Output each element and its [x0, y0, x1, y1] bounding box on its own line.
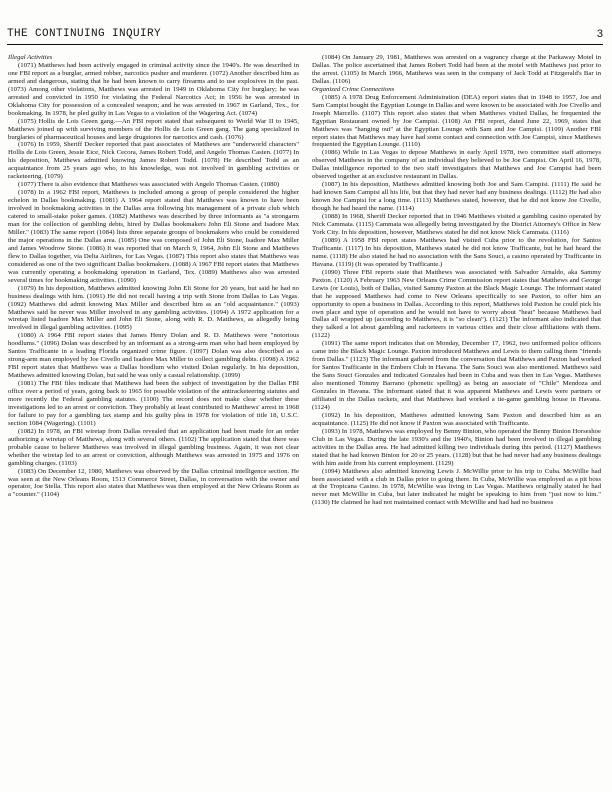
paragraph: (1092) In his deposition, Matthews admitted knowing Sam Paxton and described him as an acquaintance. (1125) He did not know if Paxton was associated with Trafficante.: [312, 411, 601, 427]
page-header: [7, 28, 603, 44]
paragraph: (1094) Matthews also admitted knowing Lewis J. McWillie prior to his trip to Cuba. McWillie had been associated with a club in Dallas prior to going there. In Cuba, McWillie was employed as a pit boss at the Tropicana Casino. In 1978, McWillie was living in Las Vegas. Matthews originally stated he had never met McWillie in Cuba, but later indicated he might be speaking to him from "just now to him." (1130) He claimed he had not maintained contact with McWillie and had had no business: [312, 467, 601, 507]
paragraph: (1077) There is also evidence that Matthews was associated with Angelo Thomas Casten. (1080): [18, 181, 280, 189]
paragraph: (1078) In a 1962 FBI report, Matthews is included among a group of people considered the higher echelon in Dallas bookmaking. (1081) A 1964 report stated that Matthews was known to have been involved in bookmaking activities in the Dallas area following his management of a private club which catered to small-stake poker games. (1082) Matthews was described by three informants as "a strongarm man for the collection of gambling debts, hired by Dallas bookmakers John Eli Stone and Isadore Max Miller." (1083) The same report (1084) lists three separate groups of bookmakers who could be considered the major operations in the Dallas area. (1085) One was composed of John Eli Stone, Isadore Max Miller and James Woodrow Stone. (1086) It was reported that on March 9, 1964, John Eli Stone and Matthews flew to Dallas together, via Delta Airlines, for Las Vegas. (1087) This report also states that Matthews was considered as one of the two significant Dallas bookmakers. (1088) A 1967 FBI report states that Matthews was currently operating a bookmaking operation in Garland, Tex. (1089) Matthews also was arrested several times for bookmaking activities. (1090): [8, 189, 299, 284]
paragraph: (1091) The same report indicates that on Monday, December 17, 1962, two uniformed police officers came into the Black Magic Lounge. Paxton introduced Matthews and Lewis to them calling them "friends from Dallas." (1123) The informant gathered from the conversation that Matthews and Paxton had worked for Santos Trafficante in the Embers Club in Havana. The Sans Souci was also mentioned. Matthews said the Sans Souci Gonzales and indicated Gonzales had been in Cuba and was then in Las Vegas. Matthews also mentioned Tommy Barrano (phonetic spelling) as being an associate of "Chile" Mendoza and Gonzales in Havana. The informant stated that it was apparent Matthews and Lewis were partners or affiliated in the Dallas rackets, and that Matthews had worked a tie-game gambling house in Havana. (1124): [312, 340, 601, 411]
running-title: THE CONTINUING INQUIRY: [7, 28, 162, 40]
paragraph: (1075) Hollis de Lois Green gang.—An FBI report stated that subsequent to World War II to 1945, Matthews joined up with surviving members of the Hollis de Lois Green gang. The gang specialized in burglaries of pharmaceutical houses and large drugstores for narcotics and cash. (1076): [8, 117, 299, 141]
paragraph: (1083) On December 12, 1980, Matthews was observed by the Dallas criminal intelligence section. He was seen at the New Orleans Room, 1513 Commerce Street, Dallas, in conversation with the owner and operator, Joe Stella. This report also states that Matthews was then employed at the New Orleans Room as a "counter." (1104): [8, 467, 299, 499]
section-heading-organized-crime: Organized Crime Connections: [312, 85, 395, 93]
page-number: 3: [596, 28, 603, 40]
paragraph: (1087) In his deposition, Matthews admitted knowing both Joe and Sam Campisi. (1111) He said he had known Sam Campisi all his life, but that they had never had any business dealings. (1112) He had also known Joe Campisi for a long time. (1113) Matthews stated, however, that he did not know Joe Civello, though he had heard the name. (1114): [312, 181, 601, 213]
paragraph: (1085) A 1978 Drug Enforcement Administration (DEA) report states that in 1948 to 1957, Joe and Sam Campisi bought the Egyptian Lounge in Dallas and were known to be associated with Joe Civello and Joseph Marcello. (1107) This report also states that when Matthews visited Dallas, he frequented the Egyptian Restaurant owned by Joe Campisi. (1108) An FBI report, dated June 22, 1969, states that Matthews was "hanging out" at the Egyptian Lounge with Sam and Joe Campisi. (1109) Another FBI report states that Matthews may have had some contact and connection with Joe Campisi, since Matthews frequented the Egyptian Lounge. (1110): [312, 93, 601, 149]
paragraph: (1071) Matthews had been actively engaged in criminal activity since the 1940's. He was described in one FBI report as a burglar, armed robber, narcotics pusher and murderer. (1072) Another described him as armed and dangerous, stating that he had been known to carry firearms and to use explosives in the past. (1073) Among other violations, Matthews was arrested in 1949 in Oklahoma City for burglary; he was arrested and convicted in 1950 for violating the Federal Narcotics Act; in 1956 he was arrested in Oklahoma City for possession of a concealed weapon; and he was arrested in 1967 in Garland, Tex., for bookmaking. In 1978, he pled guilty in Las Vegas to a violation of the Wagering Act. (1074): [8, 61, 299, 117]
paragraph: (1080) A 1964 FBI report states that James Henry Dolan and R. D. Matthews were "notorious hoodlums." (1096) Dolan was described by an informant as a strong-arm man who had been employed by Santos Trafficante in a leading Florida organized crime figure. (1097) Dolan was also described as a strong-arm man employed by Joe Civello and Isadore Max Miller to collect gambling debts. (1098) A 1962 FBI report states that Matthews was a Dallas hoodlum who visited Dolan regularly. In his deposition, Matthews admitted knowing Dolan, but said he was only a casual relationship. (1099): [8, 332, 299, 380]
paragraph: (1086) While in Las Vegas to depose Matthews in early April 1978, two committee staff attorneys observed Matthews in the company of an individual they believed to be Joe Campisi. On April 16, 1978, Dallas intelligence reported to the two staff investigators that Matthews and Joe Campisi had been observed together at an exclusive restaurant in Dallas.: [312, 149, 601, 181]
paragraph: (1076) In 1959, Sheriff Decker reported that past associates of Matthews are "underworld characters" Hollis de Lois Green, Jessie Eice, Nick Cecora, James Robert Todd, and Angelo Thomas Casten. (1077) In his deposition, Matthews admitted knowing James Robert Todd. (1078) He described Todd as an acquaintance from 25 years ago who, to his knowledge, was not involved in gambling activities or racketeering. (1079): [8, 141, 299, 181]
left-column: [8, 54, 299, 782]
paragraph: (1089) A 1958 FBI report states Matthews had visited Cuba prior to the revolution, for Santos Trafficante. (1117) In his deposition, Matthews stated he did not know Trafficante, but he had heard the name. (1118) He also stated he had no association with the Sans Souci, a casino operated by Trafficante in Havana. (1119) (It was operated by Trafficante.): [312, 236, 601, 268]
paragraph: (1079) In his deposition, Matthews admitted knowing John Eli Stone for 20 years, but said he had no business dealings with him. (1091) He did not recall having a trip with Stone from Dallas to Las Vegas. (1092) Matthews did admit knowing Max Miller and described him as an "old acquaintance." (1093) Matthews said he never was Miller involved in any gambling activities. (1094) A 1972 application for a wiretap listed Isadore Max Miller and John Eli Stone, along with R. D. Matthews, as allegedly being involved in illegal gambling activities. (1095): [8, 284, 299, 332]
header-divider: [7, 44, 603, 45]
paragraph: (1082) In 1978, an FBI wiretap from Dallas revealed that an application had been made for an order authorizing a wiretap of Matthews, along with several others. (1102) The application stated that there was probable cause to believe Matthews was involved in illegal gambling business. Again, it was not clear whether the wiretap led to an arrest or conviction, although Matthews was arrested in 1975 and 1976 on gambling charges. (1103): [8, 427, 299, 467]
paragraph: (1090) Three FBI reports state that Matthews was associated with Salvador Arnaldo, aka Sammy Paxton. (1120) A February 1963 New Orleans Crime Commission report states that Matthews and George Lewis (or Louis), both of Dallas, visited Sammy Paxton at the Black Magic Lounge. The informant stated that he supposed Matthews had come to New Orleans specifically to see Paxton, to offer him an opportunity to open a business in Dallas. According to this report, Matthews told Paxton he could pick his own place and type of operation and he would not have to worry about "heat" because Matthews had Dallas all wrapped up (according to Matthews, it is "so clean"). (1121) The informant also indicated that they talked a lot about gambling and racketeers in various cities and their close affiliations with them. (1122): [312, 268, 601, 340]
paragraph: (1088) In 1968, Sheriff Decker reported that in 1946 Matthews visited a gambling casino operated by Nick Cammata. (1115) Cammata was allegedly being investigated by the District Attorney's Office in New York City. In his deposition, however, Matthews stated he did not know Nick Cammata. (1116): [312, 213, 601, 236]
right-column: [312, 54, 601, 782]
paragraph: (1081) The FBI files indicate that Matthews had been the subject of investigation by the Dallas FBI office over a period of years, going back to 1965 for possible violation of the antiracketeering statutes and more recently the Federal gambling statutes. (1100) The record does not make clear whether these investigations led to an arrest or conviction. They probably at least contributed to Matthews' arrest in 1968 for failure to pay for a gambling tax stamp and his guilty plea in 1978 for violation of title 18, U.S.C. section 1084 (Wagering). (1101): [8, 380, 299, 427]
paragraph: (1093) In 1978, Matthews was employed by Benny Binion, who operated the Benny Binion Horseshoe Club in Las Vegas. During the late 1930's and the 1940's, Binion had been involved in illegal gambling activities in the Dallas area. He had admitted killing two individuals during this period. (1127) Matthews stated that he had known Binion for 20 or 25 years. (1128) but that he had never had any business dealings with him aside from his current employment. (1129): [312, 427, 601, 467]
paragraph: (1084) On January 29, 1981, Matthews was arrested on a vagrancy charge at the Parkaway Motel in Dallas. The police ascertained that James Robert Todd had been at the motel with Matthews just prior to the arrest. (1105) In March 1966, Matthews was seen in the company of Jack Todd at Fitzgerald's Bar in Dallas. (1106): [312, 54, 601, 85]
section-heading-illegal-activities: Illegal Activities: [8, 54, 53, 61]
